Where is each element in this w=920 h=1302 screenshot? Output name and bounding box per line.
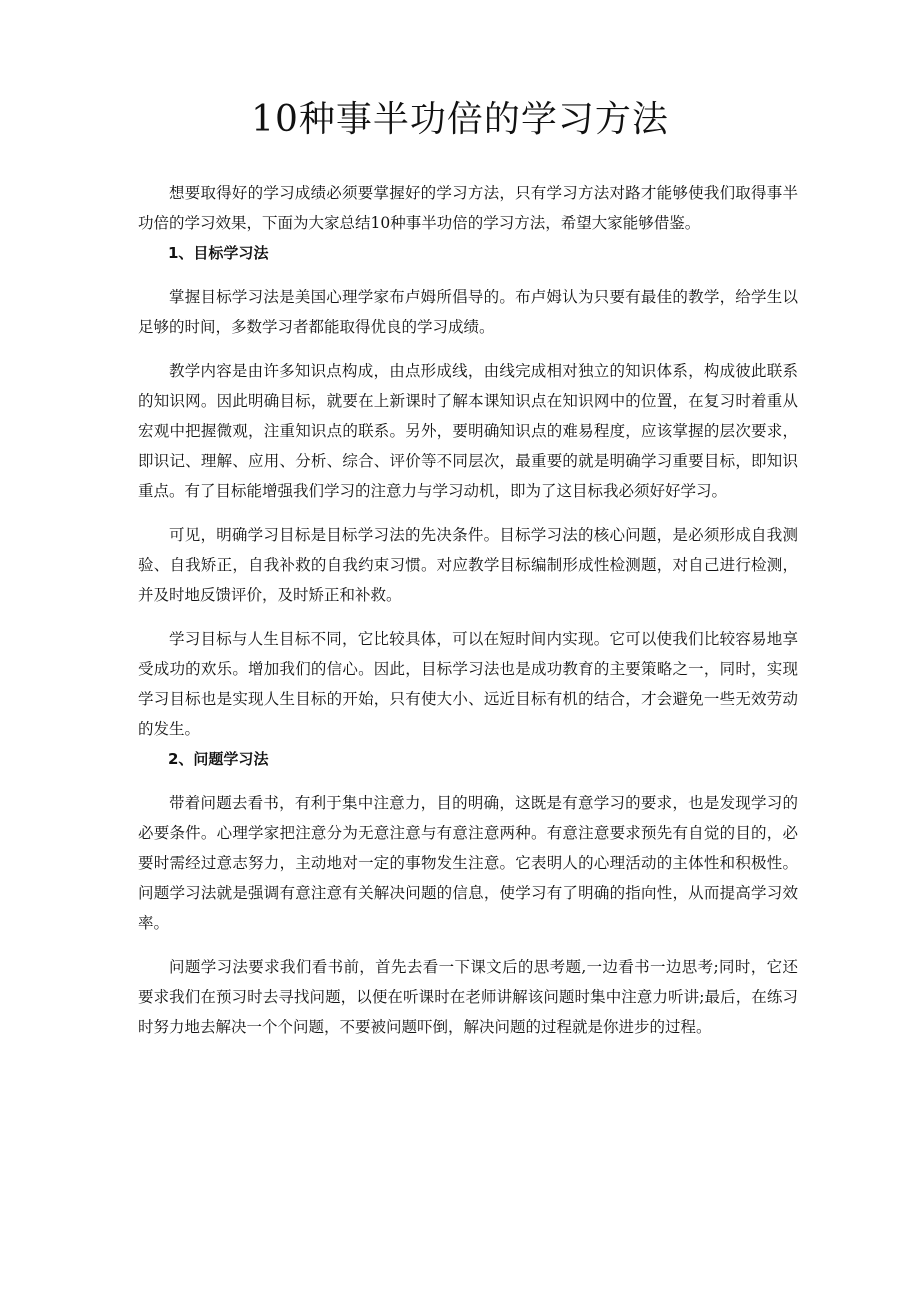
body-paragraph: 带着问题去看书，有利于集中注意力，目的明确，这既是有意学习的要求，也是发现学习的必要条件。心理学家把注意分为无意注意与有意注意两种。有意注意要求预先有自觉的目的，必要时需经过意志努力，主动地对一定的事物发生注意。它表明人的心理活动的主体性和积极性。问题学习法就是强调有意注意有关解决问题的信息，使学习有了明确的指向性，从而提高学习效率。 bbox=[138, 794, 798, 932]
document-body bbox=[138, 178, 798, 1056]
section-heading-goal-learning: 1、目标学习法 bbox=[168, 244, 269, 262]
body-paragraph: 掌握目标学习法是美国心理学家布卢姆所倡导的。布卢姆认为只要有最佳的教学，给学生以足够的时间，多数学习者都能取得优良的学习成绩。 bbox=[138, 288, 798, 336]
body-paragraph: 问题学习法要求我们看书前，首先去看一下课文后的思考题,一边看书一边思考;同时，它还要求我们在预习时去寻找问题，以便在听课时在老师讲解该问题时集中注意力听讲;最后，在练习时努力地去解决一个个问题，不要被问题吓倒，解决问题的过程就是你进步的过程。 bbox=[138, 958, 798, 1036]
section-heading-question-learning: 2、问题学习法 bbox=[168, 750, 269, 768]
intro-paragraph: 想要取得好的学习成绩必须要掌握好的学习方法，只有学习方法对路才能够使我们取得事半功倍的学习效果，下面为大家总结10种事半功倍的学习方法，希望大家能够借鉴。 bbox=[138, 184, 798, 232]
body-paragraph: 学习目标与人生目标不同，它比较具体，可以在短时间内实现。它可以使我们比较容易地享受成功的欢乐。增加我们的信心。因此，目标学习法也是成功教育的主要策略之一，同时，实现学习目标也是实现人生目标的开始，只有使大小、远近目标有机的结合，才会避免一些无效劳动的发生。 bbox=[138, 630, 798, 738]
body-paragraph: 教学内容是由许多知识点构成，由点形成线，由线完成相对独立的知识体系，构成彼此联系的知识网。因此明确目标，就要在上新课时了解本课知识点在知识网中的位置，在复习时着重从宏观中把握微观，注重知识点的联系。另外，要明确知识点的难易程度，应该掌握的层次要求，即识记、理解、应用、分析、综合、评价等不同层次，最重要的就是明确学习重要目标，即知识重点。有了目标能增强我们学习的注意力与学习动机，即为了这目标我必须好好学习。 bbox=[138, 362, 798, 500]
body-paragraph: 可见，明确学习目标是目标学习法的先决条件。目标学习法的核心问题，是必须形成自我测验、自我矫正，自我补救的自我约束习惯。对应教学目标编制形成性检测题，对自己进行检测，并及时地反馈评价，及时矫正和补救。 bbox=[138, 526, 798, 604]
document-title: 10种事半功倍的学习方法 bbox=[251, 99, 669, 140]
